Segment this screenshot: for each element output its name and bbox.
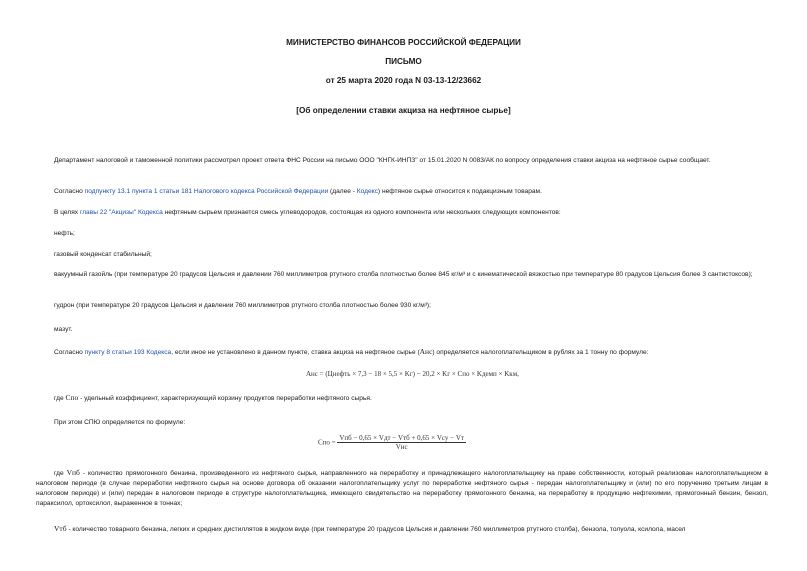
- text: где: [54, 395, 66, 402]
- paragraph-commercial-gasoline: [36, 524, 768, 535]
- document-subject: [Об определении ставки акциза на нефтяное сырье]: [296, 106, 511, 115]
- text: Согласно: [54, 188, 85, 195]
- text: - количество товарного бензина, легких и средних дистиллятов в жидком виде (при температуре 20 градусов Цельсия и давлении 760 миллиметров ртутного столба), бензола, толуола, ксилола, масел: [66, 526, 686, 533]
- text: (далее -: [328, 188, 357, 195]
- link-article-181[interactable]: подпункту 13.1 пункта 1 статьи 181 Налогового кодекса Российской Федерации: [84, 188, 329, 195]
- formula-numerator: Vпб − 0,65 × Vдт − Vтб + 0,65 × Vсу − Vт: [339, 434, 464, 442]
- symbol-c-po: Cпо: [65, 393, 79, 402]
- document-type: ПИСЬМО: [385, 57, 422, 66]
- ministry-heading: МИНИСТЕРСТВО ФИНАНСОВ РОССИЙСКОЙ ФЕДЕРАЦИИ: [286, 38, 521, 47]
- symbol-v-tb: Vтб: [54, 524, 67, 533]
- text: - удельный коэффициент, характеризующий корзину продуктов переработки нефтяного сырья.: [78, 395, 372, 402]
- paragraph-intro: Департамент налоговой и таможенной политики рассмотрел проект ответа ФНС России на письмо ООО "КНГК-ИНПЗ" от 15.01.2020 N 0083/АК по вопросу определения ставки акциза на нефтяное сырье сообщает.: [54, 157, 711, 164]
- link-tax-code[interactable]: Кодекс: [356, 188, 378, 195]
- paragraph-article-181: [36, 187, 768, 197]
- formula-lhs: Cпо =: [318, 438, 336, 447]
- formula-excise-rate: Aнс = (Цнефть × 7,3 − 18 × 5,5 × Kг) − 20,2 × Kг × Cпо × Kдемп × Kкм,: [306, 370, 519, 378]
- formula-denominator: Vнс: [395, 443, 408, 451]
- text: , если иное не установлено в данном пункте, ставка акциза на нефтяное сырье (: [171, 349, 420, 356]
- paragraph-straight-run-gasoline: [36, 468, 768, 509]
- list-item-vacuum-gasoil: вакуумный газойль (при температуре 20 градусов Цельсия и давлении 760 миллиметров ртутного столба плотностью более 845 кг/м³ и с кинематической вязкостью при температуре 80 градусов Цельсия более 3 сантистоксов);: [54, 271, 753, 278]
- text: где: [54, 470, 67, 477]
- paragraph-coefficient: [36, 393, 768, 404]
- text: - количество прямогонного бензина, произведенного из нефтяного сырья, направленного на переработку и принадлежащего налогоплательщику на праве собственности, который реализован налогоплательщиком в налоговом периоде (в случае переработки нефтяного сырья на основе договора об оказании налогоплательщику услуг по переработке нефтяного сырья - передан налогоплательщику и (или) по его поручению третьим лицам в налоговом периоде) и (или) передан в налоговом периоде в структуре налогоплательщика, имеющего свидетельство на переработку прямогонного бензина, на переработку в продукцию нефтехимии, прямогонный бензин, бензол, параксилол, ортоксилол, выраженное в тоннах;: [36, 470, 768, 507]
- paragraph-formula-intro: При этом СПЮ определяется по формуле:: [54, 419, 186, 426]
- symbol-a-ns: Aнс: [419, 347, 433, 356]
- text: ) нефтяное сырье относится к подакцизным товарам.: [377, 188, 542, 195]
- link-article-193[interactable]: пункту 8 статьи 193 Кодекса: [84, 349, 172, 356]
- list-item-fuel-oil: мазут.: [54, 326, 73, 333]
- list-item-gas-condensate: газовый конденсат стабильный;: [54, 251, 152, 258]
- list-item-tar: гудрон (при температуре 20 градусов Цельсия и давлении 760 миллиметров ртутного столба плотностью более 930 кг/м³);: [54, 302, 431, 309]
- symbol-v-pb: Vпб: [66, 468, 80, 477]
- text: ) определяется налогоплательщиком в рублях за 1 тонну по формуле:: [432, 349, 649, 356]
- paragraph-chapter-22: [36, 208, 768, 218]
- text: Согласно: [54, 349, 85, 356]
- paragraph-article-193: [36, 347, 768, 358]
- document-date-number: от 25 марта 2020 года N 03-13-12/23662: [325, 76, 482, 85]
- text: В целях: [54, 209, 80, 216]
- text: нефтяным сырьем признается смесь углеводородов, состоящая из одного компонента или нескольких следующих компонентов:: [162, 209, 561, 216]
- formula-fraction: [337, 434, 466, 451]
- link-chapter-22[interactable]: главы 22 "Акцизы" Кодекса: [79, 209, 163, 216]
- list-item-oil: нефть;: [54, 230, 75, 237]
- formula-c-po: [318, 434, 466, 451]
